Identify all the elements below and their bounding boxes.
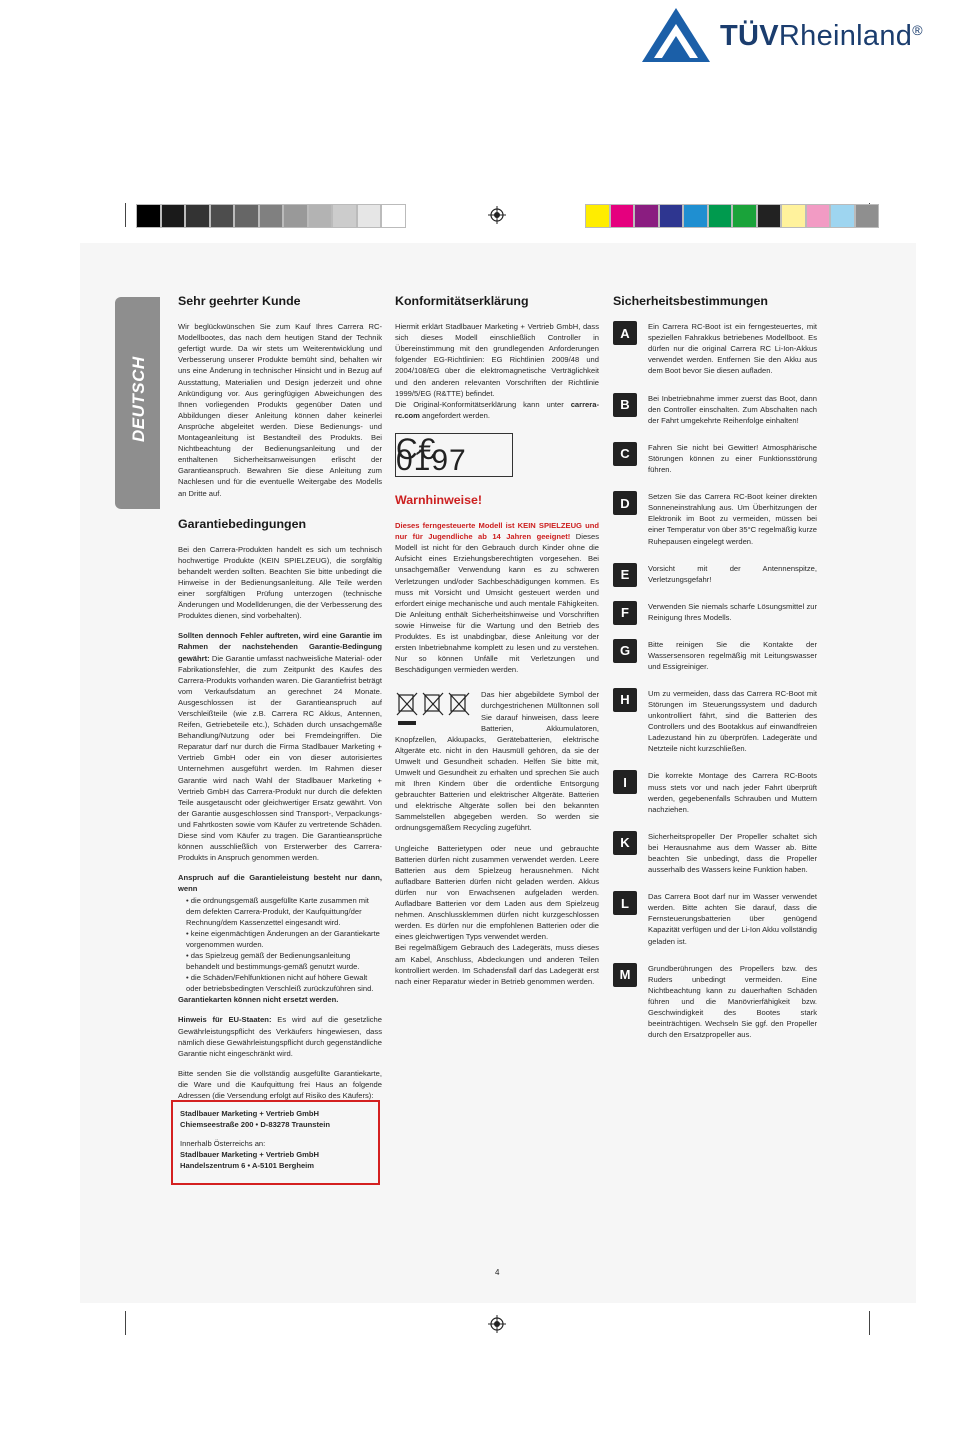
safety-letter-badge: G xyxy=(613,639,637,663)
safety-letter-badge: E xyxy=(613,563,637,587)
safety-letter-badge: I xyxy=(613,770,637,794)
safety-letter-badge: L xyxy=(613,891,637,915)
color-swatch xyxy=(585,204,610,228)
tuv-rheinland-logo xyxy=(640,6,960,66)
color-swatch xyxy=(830,204,855,228)
color-swatch xyxy=(659,204,684,228)
color-swatch xyxy=(683,204,708,228)
safety-item-h xyxy=(613,688,817,755)
safety-item-e xyxy=(613,563,817,587)
color-swatch xyxy=(610,204,635,228)
address-1-name: Stadlbauer Marketing + Vertrieb GmbH xyxy=(180,1109,320,1118)
list-item: • das Spielzeug gemäß der Bedienungsanleitung behandelt und bestimmungs-gemäß genutzt wurde. xyxy=(186,950,382,972)
safety-item-i xyxy=(613,770,817,814)
tuv-triangle-icon xyxy=(640,6,712,64)
paragraph-warranty-2: Sollten dennoch Fehler auftreten, wird eine Garantie im Rahmen der nachstehenden Garantie-Bedingung gewährt: Die Garantie umfasst nachweisliche Material- oder Fabrikationsfehler, die zum Zeitpunkt des Kaufes des Carrera-Produkts vorhanden waren. Die Garantiefrist beträgt vom Verkaufsdatum an gerechnet 24 Monate. Ausgeschlossen ist der Garantieanspruch auf Verschleißteile (wie z.B. Carrera RC Akkus, Antennen, Reifen, Getriebeteile etc.), Schäden durch unsachgemäße Behandlung/Nutzung oder bei Fremdeingriffen. Die Reparatur darf nur durch die Firma Stadlbauer Marketing + Vertrieb GmbH oder ein von dieser autorisiertes Unternehmen ausgeführt werden. Im Rahmen dieser Garantie wird nach Wahl der Stadlbauer Marketing + Vertrieb GmbH das Carrera-Produkt nur durch die defekten Teile ausgetauscht oder gleichwertiger Ersatz gewährt. Von der Garantie ausgeschlossen sind Transport-, Verpackungs- und Fahrtkosten sowie vom Käufer zu vertretende Schäden. Diese sind vom Käufer zu tragen. Die Garantieansprüche können ausschließlich von Ersterwerber des Carrera-Produkts in Anspruch genommen werden. xyxy=(178,631,382,863)
registration-mark-icon xyxy=(488,206,506,224)
safety-text: Das Carrera Boot darf nur im Wasser verwendet werden. Bitte achten Sie darauf, dass die Fernsteuerungsbatterien über genügend Kapazität verfügen und der Li-Ion Akku vollständig geladen ist. xyxy=(648,892,817,946)
color-swatch xyxy=(806,204,831,228)
safety-item-k xyxy=(613,831,817,875)
safety-item-c xyxy=(613,442,817,475)
paragraph-conformity-link: Die Original-Konformitätserklärung kann unter carrera-rc.com angefordert werden. xyxy=(395,399,599,420)
address-box xyxy=(171,1100,380,1185)
color-swatch xyxy=(185,204,210,228)
color-swatch xyxy=(161,204,186,228)
paragraph-intro: Wir beglückwünschen Sie zum Kauf Ihres Carrera RC-Modellbootes, das nach dem heutigen Stand der Technik gefertigt wurde. Da wir stets um Weiterentwicklung und Verbesserung unserer Produkte bemüht sind, behalten wir uns eine Änderung in technischer Hinsicht und in Bezug auf Ausstattung, Materialien und Design jederzeit und ohne Ankündigung vor. Aus geringfügigen Abweichungen des Ihnen vorliegenden Produkts gegenüber Daten und Abbildungen dieser Anleitung können daher keinerlei Ansprüche abgeleitet werden. Diese Bedienungs- und Montageanleitung ist Bestandteil des Produkts. Bei Nichtbeachtung der Bedienungsanleitung und der enthaltenen Sicherheitsanweisungen erlischt der Garantieanspruch. Bewahren Sie diese Anleitung zum Nachlesen und für die eventuelle Weitergabe des Modells an Dritte auf. xyxy=(178,322,382,498)
safety-letter-badge: K xyxy=(613,831,637,855)
color-swatch xyxy=(855,204,880,228)
crop-mark xyxy=(869,1311,870,1335)
safety-letter-badge: B xyxy=(613,393,637,417)
color-swatch xyxy=(210,204,235,228)
safety-text: Setzen Sie das Carrera RC-Boot keiner direkten Sonneneinstrahlung aus. Um Überhitzungen der Elektronik im Boot zu vermeiden, müssen bei einer Temperatur von über 35°C regelmäßig kurze Ruhepausen eingelegt werden. xyxy=(648,492,817,546)
safety-letter-badge: F xyxy=(613,601,637,625)
color-swatch xyxy=(708,204,733,228)
color-calibration-strip xyxy=(585,204,879,228)
safety-item-m xyxy=(613,963,817,1041)
address-1-street: Chiemseestraße 200 • D-83278 Traunstein xyxy=(180,1120,330,1129)
paragraph-warranty-3: Anspruch auf die Garantieleistung besteht nur dann, wenn xyxy=(178,873,382,894)
safety-item-f xyxy=(613,601,817,625)
list-item: • die ordnungsgemäß ausgefüllte Karte zusammen mit dem defekten Carrera-Produkt, der Kaufquittung/der Rechnung/dem Kassenzettel eingesandt wird. xyxy=(186,895,382,928)
safety-letter-badge: C xyxy=(613,442,637,466)
paragraph-cards-note: Garantiekarten können nicht ersetzt werden. xyxy=(178,995,339,1005)
language-tab-label: DEUTSCH xyxy=(129,356,148,442)
paragraph-weee: Das hier abgebildete Symbol der durchgestrichenen Mülltonnen soll Sie darauf hinweisen, dass leere Batterien, Akkumulatoren, Knopfzellen, Akkupacks, Gerätebatterien, elektrische Altgeräte etc. nicht in den Hausmüll gehören, da sie der Umwelt und Gesundheit schaden. Helfen Sie bitte mit, Umwelt und Gesundheit zu erhalten und sprechen Sie auch mit Ihren Kindern über die ordentliche Entsorgung gebrauchter Batterien und elektrischer Altgeräte. Batterien und elektrische Altgeräte sollen bei den bekannten Sammelstellen abgegeben werden. So werden sie ordnungsgemäßem Recycling zugeführt. xyxy=(395,690,599,833)
registration-mark-icon xyxy=(488,1315,506,1333)
color-swatch xyxy=(634,204,659,228)
crossed-bin-icon xyxy=(395,689,473,729)
heading-safety: Sicherheitsbestimmungen xyxy=(613,294,768,308)
safety-item-l xyxy=(613,891,817,946)
color-swatch xyxy=(357,204,382,228)
logo-wordmark: TÜVRheinland® xyxy=(720,20,923,52)
safety-letter-badge: M xyxy=(613,963,637,987)
safety-text: Verwenden Sie niemals scharfe Lösungsmittel zur Reinigung Ihres Modells. xyxy=(648,601,817,622)
safety-item-a xyxy=(613,321,817,376)
paragraph-charger: Bei regelmäßigem Gebrauch des Ladegeräts, muss dieses am Kabel, Anschluss, Abdeckungen und anderen Teilen kontrolliert werden. Im Schadensfall darf das Ladegerät erst nach einer Reparatur wieder in Betrieb genommen werden. xyxy=(395,943,599,986)
safety-list xyxy=(613,321,817,1040)
safety-item-d xyxy=(613,491,817,546)
crop-mark xyxy=(125,203,126,227)
safety-text: Die korrekte Montage des Carrera RC-Boots muss stets vor und nach jeder Fahrt überprüft werden, gegebenenfalls Schrauben und Muttern nachziehen. xyxy=(648,771,817,814)
safety-text: Fahren Sie nicht bei Gewitter! Atmosphärische Störungen können zu einer Funktionsstörung führen. xyxy=(648,442,817,475)
safety-text: Grundberührungen des Propellers bzw. des Ruders unbedingt vermeiden. Eine Nichtbeachtung kann zu dauerhaften Schäden führen und die Manövrierfähigkeit bzw. Geschwindigkeit des Bootes stark beeinträchtigen. Wechseln Sie ggf. den Propeller durch den Ersatzpropeller aus. xyxy=(648,963,817,1040)
safety-text: Bei Inbetriebnahme immer zuerst das Boot, dann den Controller einschalten. Zum Abschalten nach der Fahrt umgekehrte Reihenfolge einhalten! xyxy=(648,393,817,425)
address-2-intro: Innerhalb Österreichs an: xyxy=(180,1139,266,1148)
heading-dear-customer: Sehr geehrter Kunde xyxy=(178,294,301,308)
color-swatch xyxy=(234,204,259,228)
list-item: • die Schäden/Fehlfunktionen nicht auf höhere Gewalt oder betriebsbedingten Verschleiß zurückzuführen sind. xyxy=(186,972,382,994)
color-swatch xyxy=(308,204,333,228)
heading-warranty: Garantiebedingungen xyxy=(178,516,307,531)
color-swatch xyxy=(781,204,806,228)
safety-item-b xyxy=(613,393,817,426)
page-number: 4 xyxy=(495,1268,500,1277)
safety-letter-badge: D xyxy=(613,491,637,515)
column-safety xyxy=(613,296,817,1054)
safety-text: Vorsicht mit der Antennenspitze, Verletzungsgefahr! xyxy=(648,563,817,584)
safety-text: Sicherheitspropeller Der Propeller schaltet sich bei Herausnahme aus dem Wasser ab. Bitte beachten Sie unbedingt, dass die Propeller ausserhalb des Wassers keine Funktion haben. xyxy=(648,831,817,875)
safety-text: Ein Carrera RC-Boot ist ein ferngesteuertes, mit speziellen Fahrakkus betriebenes Modellboot. Es dürfen nur die original Carrera RC Li-Ion-Akkus verwendet werden. Entfernen Sie den Akku aus dem Boot bevor Sie diesen aufladen. xyxy=(648,322,817,376)
address-2-street: Handelszentrum 6 • A-5101 Bergheim xyxy=(180,1161,315,1170)
warranty-conditions-list xyxy=(178,895,382,995)
heading-warnings: Warnhinweise! xyxy=(395,492,482,507)
list-item: • keine eigenmächtigen Änderungen an der Garantiekarte vorgenommen wurden. xyxy=(186,928,382,950)
color-swatch xyxy=(381,204,406,228)
paragraph-eu-note: Hinweis für EU-Staaten: Es wird auf die gesetzliche Gewährleistungspflicht des Verkäufers hingewiesen, dass nämlich diese Gewährleistungspflicht durch gegenständliche Garantie nicht eingeschränkt wird. xyxy=(178,1015,383,1058)
paragraph-warning-1: Dieses ferngesteuerte Modell ist KEIN SPIELZEUG und nur für Jugendliche ab 14 Jahren geeignet! Dieses Modell ist nicht für den Gebrauch durch Kinder ohne die Aufsicht eines Erziehungsberechtigten vorgesehen. Bei unsachgemäßer Verwendung kann es zu schweren Verletzungen und/oder Sachbeschädigungen kommen. Es muss mit Vorsicht und Umsicht gesteuert werden und erfordert einige mechanische und auch mentale Fähigkeiten. Die Anleitung enthält Sicherheitshinweise und Vorschriften sowie Hinweise für die Wartung und den Betrieb des Produktes. Es ist unabdingbar, diese Anleitung vor der ersten Inbetriebnahme komplett zu lesen und zu verstehen. Nur so können Unfälle mit Verletzungen und Beschädigungen vermieden werden. xyxy=(395,521,599,675)
paragraph-send-instructions: Bitte senden Sie die vollständig ausgefüllte Garantiekarte, die Ware und die Kaufquittung frei Haus an folgende Adressen (die Versendung erfolgt auf Risiko des Käufers): xyxy=(178,1068,382,1100)
weee-symbols xyxy=(395,689,473,729)
crop-mark xyxy=(125,1311,126,1335)
heading-conformity: Konformitätserklärung xyxy=(395,294,529,308)
paragraph-conformity: Hiermit erklärt Stadlbauer Marketing + Vertrieb GmbH, dass sich dieses Modell einschließlich Controller in Übereinstimmung mit den grundlegenden Anforderungen folgender EG-Richtlinien: EG Richtlinien 2009/48 und 2004/108/EG über die elektromagnetische Verträglichkeit und den anderen relevanten Vorschriften der Richtlinie 1999/5/EG (R&TTE) befindet. xyxy=(395,322,599,398)
safety-item-g xyxy=(613,639,817,672)
color-swatch xyxy=(259,204,284,228)
color-swatch xyxy=(757,204,782,228)
color-swatch xyxy=(283,204,308,228)
paragraph-warranty-1: Bei den Carrera-Produkten handelt es sich um technisch hochwertige Produkte (KEIN SPIELZEUG), die sorgfältig behandelt werden sollten. Beachten Sie bitte unbedingt die Hinweise in der Bedienungsanleitung. Alle Teile werden einer sorgfältigen Prüfung unterzogen (technische Änderungen und Modellderungen, die der Verbesserung des Produktes dienen, sind vorbehalten). xyxy=(178,544,382,621)
safety-letter-badge: H xyxy=(613,688,637,712)
safety-letter-badge: A xyxy=(613,321,637,345)
grayscale-calibration-strip xyxy=(136,204,406,228)
safety-text: Bitte reinigen Sie die Kontakte der Wassersensoren regelmäßig mit Leitungswasser und Essigreiniger. xyxy=(648,639,817,671)
color-swatch xyxy=(732,204,757,228)
address-2-name: Stadlbauer Marketing + Vertrieb GmbH xyxy=(180,1150,320,1159)
column-customer-warranty xyxy=(178,296,382,1110)
column-conformity-warnings xyxy=(395,296,599,996)
ce-mark: C€ 0197 xyxy=(395,433,513,477)
color-swatch xyxy=(332,204,357,228)
paragraph-battery-rules: Ungleiche Batterietypen oder neue und gebrauchte Batterien dürfen nicht zusammen verwendet werden. Leere Batterien aus dem Spielzeug herausnehmen. Nicht aufladbare Batterien dürfen nicht geladen werden. Akkus dürfen nur von Erwachsenen aufgeladen werden. Aufladbare Batterien vor dem Laden aus dem Spielzeug nehmen. Anschlussklemmen dürfen nicht kurzgeschlossen werden. Es dürfen nur die empfohlenen Batterien oder die eines gleichwertigen Typs verwendet werden. xyxy=(395,843,599,942)
safety-text: Um zu vermeiden, dass das Carrera RC-Boot mit Störungen im Steuerungssystem und dadurch unkontrolliert fährt, sind die Batterien des Controllers und des Bootakkus auf einwandfreien Ladezustand hin zu überprüfen. Ladegeräte und Netzteile nicht kurzschließen. xyxy=(648,688,817,754)
color-swatch xyxy=(136,204,161,228)
